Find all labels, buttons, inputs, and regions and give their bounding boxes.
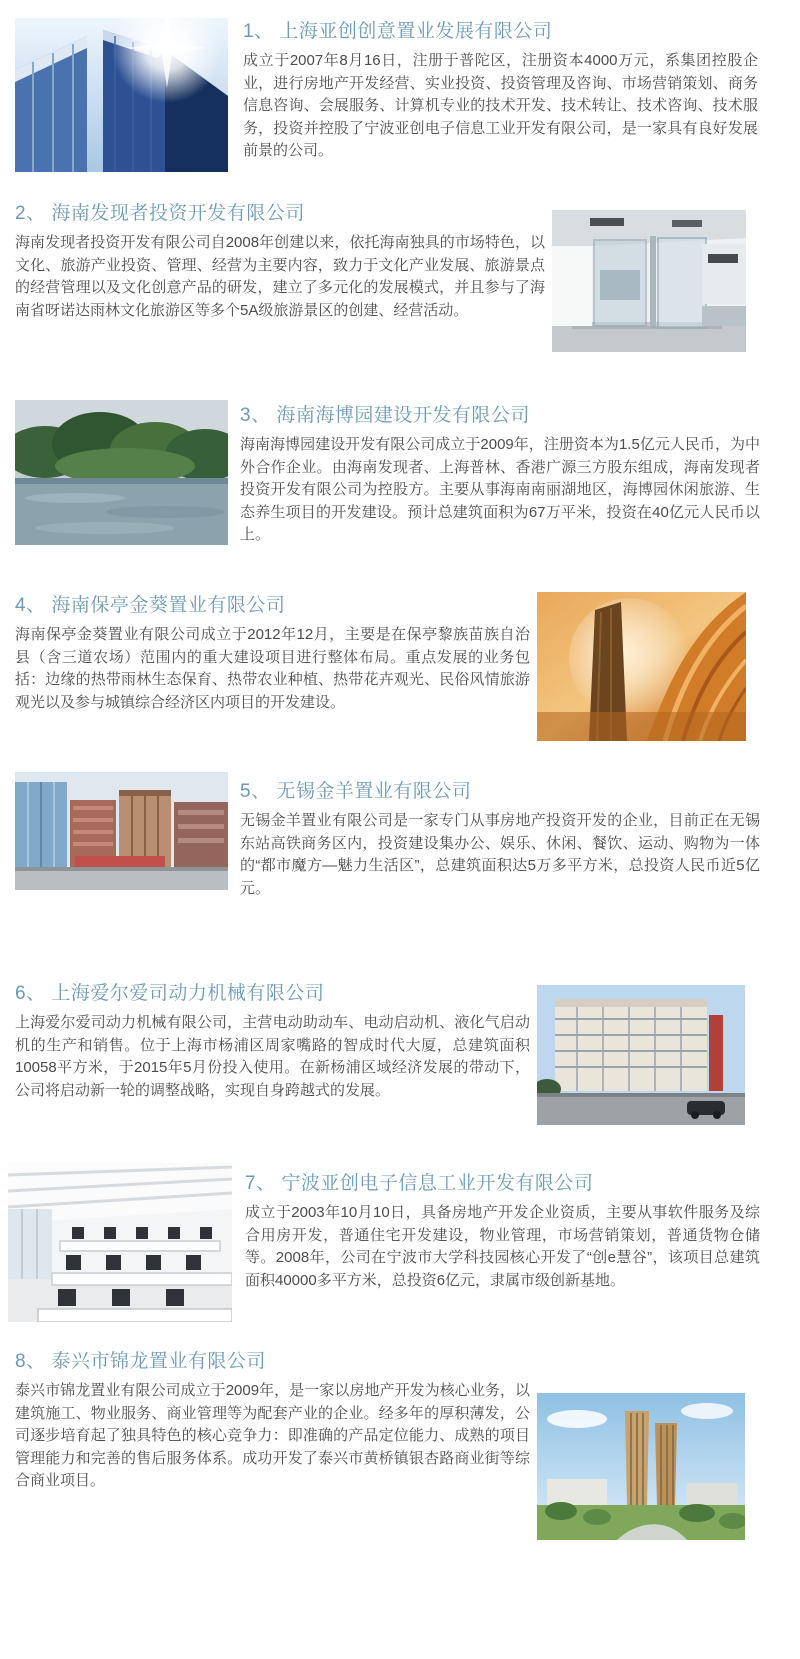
open-office-illustration <box>8 1163 232 1322</box>
company-photo-open-office <box>8 1163 232 1322</box>
company-title-4: 4、 海南保亭金葵置业有限公司 <box>15 595 286 616</box>
company-photo-blue-tower <box>15 18 228 172</box>
company-photo-white-building <box>537 985 745 1125</box>
company-photo-golden-towers <box>537 592 746 741</box>
company-description-6: 上海爱尔爱司动力机械有限公司，主营电动助动车、电动启动机、液化气启动机的生产和销售。位于上海市杨浦区周家嘴路的智成时代大厦，总建筑面积10058平方米，于2015年5月份投入使用。在新杨浦区域经济发展的带动下，公司将启动新一轮的调整战略，实现自身跨越式的发展。 <box>15 1014 530 1099</box>
urban-complex-illustration <box>15 772 228 890</box>
blue-tower-illustration <box>15 18 228 172</box>
company-description-5: 无锡金羊置业有限公司是一家专门从事房地产投资开发的企业，目前正在无锡东站高铁商务区内，投资建设集办公、娱乐、休闲、餐饮、运动、购物为一体的“都市魔方—魅力生活区”，总建筑面积达5万多平方米，总投资人民币近5亿元。 <box>240 812 760 897</box>
company-description-3: 海南海博园建设开发有限公司成立于2009年，注册资本为1.5亿元人民币，为中外合作企业。由海南发现者、上海普林、香港广源三方股东组成，海南发现者投资开发有限公司为控股方。主要从事海南南丽湖地区，海博园休闲旅游、生态养生项目的开发建设。预计总建筑面积为67万平米，投资在40亿元人民币以上。 <box>240 436 760 544</box>
company-photo-twin-towers <box>537 1393 745 1540</box>
company-title-2: 2、 海南发现者投资开发有限公司 <box>15 203 305 224</box>
company-photo-urban-complex <box>15 772 228 890</box>
lake-park-illustration <box>15 400 228 545</box>
company-section-8 <box>15 1346 530 1493</box>
company-photo-lake-park <box>15 400 228 545</box>
company-description-4: 海南保亭金葵置业有限公司成立于2012年12月，主要是在保亭黎族苗族自治县（含三道农场）范围内的重大建设项目进行整体布局。重点发展的业务包括：边缘的热带雨林生态保育、热带农业种植、热带花卉观光、民俗风情旅游观光以及参与城镇综合经济区内项目的开发建设。 <box>15 626 530 711</box>
company-section-2 <box>15 198 545 322</box>
golden-towers-illustration <box>537 592 746 741</box>
company-photo-office-glass <box>552 210 746 352</box>
office-interior-illustration <box>552 210 746 352</box>
company-title-5: 5、 无锡金羊置业有限公司 <box>240 781 472 802</box>
company-title-7: 7、 宁波亚创电子信息工业开发有限公司 <box>245 1173 594 1194</box>
company-description-2: 海南发现者投资开发有限公司自2008年创建以来，依托海南独具的市场特色，以文化、旅游产业投资、管理、经营为主要内容，致力于文化产业发展、旅游景点的经营管理以及文化创意产品的研发，建立了多元化的发展模式，并且参与了海南省呀诺达雨林文化旅游区等多个5A级旅游景区的创建、经营活动。 <box>15 234 545 319</box>
company-description-1: 成立于2007年8月16日，注册于普陀区，注册资本4000万元，系集团控股企业，进行房地产开发经营、实业投资、投资管理及咨询、市场营销策划、商务信息咨询、会展服务、计算机专业的技术开发、技术转让、技术咨询、技术服务，投资并控股了宁波亚创电子信息工业开发有限公司，是一家具有良好发展前景的公司。 <box>243 52 758 160</box>
twin-towers-illustration <box>537 1393 745 1540</box>
company-section-1 <box>243 16 758 163</box>
company-title-6: 6、 上海爱尔爱司动力机械有限公司 <box>15 983 325 1004</box>
company-section-5 <box>240 776 760 900</box>
company-description-8: 泰兴市锦龙置业有限公司成立于2009年，是一家以房地产开发为核心业务，以建筑施工、物业服务、商业管理等为配套产业的企业。经多年的厚积薄发，公司逐步培育起了独具特色的核心竞争力：即准确的产品定位能力、成熟的项目管理能力和完善的售后服务体系。成功开发了泰兴市黄桥镇银杏路商业街等综合商业项目。 <box>15 1382 530 1490</box>
company-title-8: 8、 泰兴市锦龙置业有限公司 <box>15 1351 266 1372</box>
company-description-7: 成立于2003年10月10日，具备房地产开发企业资质，主要从事软件服务及综合用房开发，普通住宅开发建设，物业管理，市场营销策划，普通货物仓储等。2008年，公司在宁波市大学科技园核心开发了“创e慧谷”，该项目总建筑面积40000多平方米，总投资6亿元，隶属市级创新基地。 <box>245 1204 760 1289</box>
company-title-1: 1、 上海亚创创意置业发展有限公司 <box>243 21 553 42</box>
company-section-4 <box>15 590 530 714</box>
company-title-3: 3、 海南海博园建设开发有限公司 <box>240 405 530 426</box>
company-section-3 <box>240 400 760 547</box>
white-building-illustration <box>537 985 745 1125</box>
company-section-6 <box>15 978 530 1102</box>
company-section-7 <box>245 1168 760 1292</box>
